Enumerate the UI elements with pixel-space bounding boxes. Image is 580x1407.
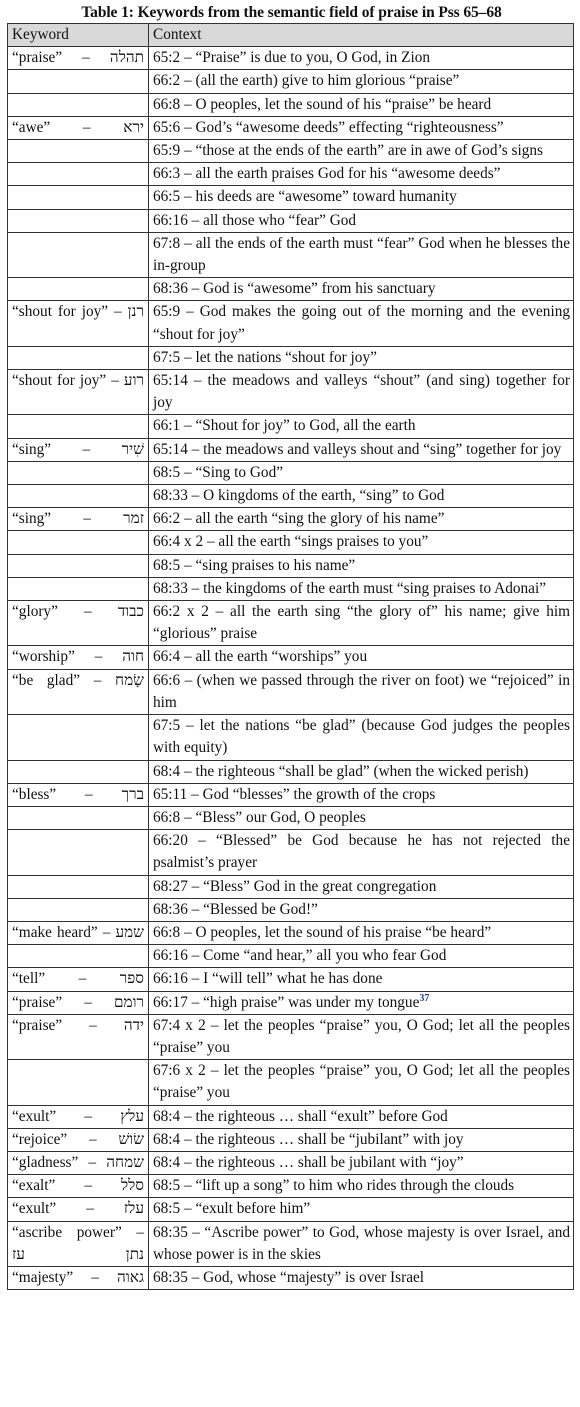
context-cell bbox=[149, 438, 574, 461]
context-cell bbox=[149, 1175, 574, 1198]
keyword-cell: “ascribe power” – נתן עז bbox=[8, 1221, 149, 1266]
table-row bbox=[8, 1198, 574, 1221]
context-text: 66:8 – O peoples, let the sound of his praise “be heard” bbox=[153, 923, 492, 941]
keyword-cell: “shout for joy” – רוע bbox=[8, 370, 149, 415]
context-cell bbox=[149, 186, 574, 209]
context-text: 66:2 – all the earth “sing the glory of his name” bbox=[153, 510, 445, 528]
keyword-cell bbox=[8, 531, 149, 554]
context-text: 66:16 – all those who “fear” God bbox=[153, 211, 357, 229]
context-cell bbox=[149, 968, 574, 991]
context-text: 68:35 – “Ascribe power” to God, whose majesty is over Israel, and whose power is in the skies bbox=[153, 1223, 570, 1263]
keyword-cell bbox=[8, 898, 149, 921]
context-cell bbox=[149, 1221, 574, 1266]
table-row bbox=[8, 301, 574, 346]
context-cell bbox=[149, 140, 574, 163]
column-header-context: Context bbox=[149, 24, 574, 47]
table-row bbox=[8, 508, 574, 531]
context-text: 67:6 x 2 – let the peoples “praise” you, O God; let all the peoples “praise” you bbox=[153, 1062, 570, 1102]
context-cell bbox=[149, 346, 574, 369]
keyword-cell bbox=[8, 232, 149, 277]
keyword-cell: “exult” – עלז bbox=[8, 1198, 149, 1221]
keyword-cell bbox=[8, 485, 149, 508]
table-row bbox=[8, 577, 574, 600]
keyword-cell bbox=[8, 186, 149, 209]
keyword-cell: “praise” – רומם bbox=[8, 991, 149, 1014]
context-cell bbox=[149, 760, 574, 783]
table-row bbox=[8, 370, 574, 415]
table-row bbox=[8, 830, 574, 875]
table-row bbox=[8, 1105, 574, 1128]
context-cell bbox=[149, 806, 574, 829]
table-row bbox=[8, 806, 574, 829]
table-row bbox=[8, 875, 574, 898]
context-cell bbox=[149, 93, 574, 116]
keyword-cell bbox=[8, 163, 149, 186]
context-cell bbox=[149, 508, 574, 531]
context-cell bbox=[149, 715, 574, 760]
footnote-marker[interactable]: 37 bbox=[419, 992, 430, 1004]
context-cell bbox=[149, 898, 574, 921]
context-cell bbox=[149, 554, 574, 577]
context-cell bbox=[149, 945, 574, 968]
context-cell bbox=[149, 1266, 574, 1289]
keyword-cell: “gladness” – שמחה bbox=[8, 1151, 149, 1174]
context-text: 67:4 x 2 – let the peoples “praise” you, O God; let all the peoples “praise” you bbox=[153, 1016, 570, 1056]
table-row bbox=[8, 485, 574, 508]
keyword-cell bbox=[8, 278, 149, 301]
context-text: 65:9 – God makes the going out of the morning and the evening “shout for joy” bbox=[153, 303, 570, 343]
context-text: 67:8 – all the ends of the earth must “fear” God when he blesses the in-group bbox=[153, 234, 570, 275]
keyword-cell: “sing” – שִׁיר bbox=[8, 438, 149, 461]
table-row bbox=[8, 461, 574, 484]
keyword-cell bbox=[8, 760, 149, 783]
keyword-cell: “make heard” – שמע bbox=[8, 921, 149, 944]
context-cell bbox=[149, 485, 574, 508]
context-text: 66:3 – all the earth praises God for his “awesome deeds” bbox=[153, 165, 501, 183]
context-text: 68:5 – “lift up a song” to him who rides through the clouds bbox=[153, 1177, 515, 1195]
context-text: 65:11 – God “blesses” the growth of the crops bbox=[153, 785, 436, 803]
keyword-cell: “be glad” – שָׂמח bbox=[8, 669, 149, 714]
context-text: 68:5 – “sing praises to his name” bbox=[153, 556, 356, 574]
table-row bbox=[8, 991, 574, 1014]
keyword-cell: “praise” – ידה bbox=[8, 1014, 149, 1059]
context-text: 65:2 – “Praise” is due to you, O God, in Zion bbox=[153, 49, 431, 67]
context-text: 66:8 – O peoples, let the sound of his “praise” be heard bbox=[153, 95, 492, 113]
table-row bbox=[8, 554, 574, 577]
context-text: 66:6 – (when we passed through the river on foot) we “rejoiced” in him bbox=[153, 671, 570, 711]
table-row bbox=[8, 278, 574, 301]
context-cell bbox=[149, 301, 574, 346]
table-row bbox=[8, 93, 574, 116]
context-cell bbox=[149, 921, 574, 944]
context-cell bbox=[149, 1060, 574, 1105]
context-text: 65:14 – the meadows and valleys “shout” (and sing) together for joy bbox=[153, 372, 570, 412]
keyword-cell: “bless” – ברך bbox=[8, 783, 149, 806]
table-row bbox=[8, 186, 574, 209]
keyword-cell: “exalt” – סלל bbox=[8, 1175, 149, 1198]
table-row bbox=[8, 783, 574, 806]
keyword-cell: “worship” – חוה bbox=[8, 646, 149, 669]
context-text: 67:5 – let the nations “shout for joy” bbox=[153, 348, 377, 366]
context-cell bbox=[149, 601, 574, 646]
context-text: 66:2 – (all the earth) give to him glorious “praise” bbox=[153, 72, 460, 90]
context-cell bbox=[149, 783, 574, 806]
table-row bbox=[8, 438, 574, 461]
keyword-cell: “praise” – תהלה bbox=[8, 47, 149, 70]
keyword-cell: “exult” – עלץ bbox=[8, 1105, 149, 1128]
keyword-cell: “awe” – ירא bbox=[8, 116, 149, 139]
keyword-cell bbox=[8, 554, 149, 577]
context-cell bbox=[149, 669, 574, 714]
context-text: 68:4 – the righteous “shall be glad” (when the wicked perish) bbox=[153, 762, 529, 780]
context-text: 66:16 – I “will tell” what he has done bbox=[153, 970, 383, 988]
context-text: 68:33 – O kingdoms of the earth, “sing” to God bbox=[153, 487, 445, 505]
context-text: 68:4 – the righteous … shall be “jubilant” with joy bbox=[153, 1130, 464, 1148]
keyword-cell bbox=[8, 830, 149, 875]
keyword-cell: “tell” – ספר bbox=[8, 968, 149, 991]
context-cell bbox=[149, 830, 574, 875]
context-cell bbox=[149, 531, 574, 554]
context-cell bbox=[149, 232, 574, 277]
context-text: 68:36 – “Blessed be God!” bbox=[153, 900, 318, 918]
table-row bbox=[8, 945, 574, 968]
context-text: 65:14 – the meadows and valleys shout and “sing” together for joy bbox=[153, 440, 562, 458]
table-row bbox=[8, 1266, 574, 1289]
table-row bbox=[8, 1014, 574, 1059]
context-cell bbox=[149, 1014, 574, 1059]
context-text: 66:20 – “Blessed” be God because he has not rejected the psalmist’s prayer bbox=[153, 832, 570, 872]
column-header-keyword: Keyword bbox=[8, 24, 149, 47]
keyword-cell: “sing” – זמר bbox=[8, 508, 149, 531]
keyword-cell bbox=[8, 875, 149, 898]
table-row bbox=[8, 646, 574, 669]
table-row bbox=[8, 1060, 574, 1105]
table-row bbox=[8, 209, 574, 232]
table-row bbox=[8, 232, 574, 277]
table-body bbox=[8, 47, 574, 1290]
context-text: 68:4 – the righteous … shall “exult” before God bbox=[153, 1107, 448, 1125]
context-cell bbox=[149, 991, 574, 1014]
context-cell bbox=[149, 646, 574, 669]
context-cell bbox=[149, 415, 574, 438]
table-row bbox=[8, 346, 574, 369]
keyword-cell: “shout for joy” – רנן bbox=[8, 301, 149, 346]
table-row bbox=[8, 1128, 574, 1151]
keyword-cell bbox=[8, 70, 149, 93]
context-cell bbox=[149, 47, 574, 70]
context-text: 66:8 – “Bless” our God, O peoples bbox=[153, 808, 366, 826]
keyword-cell bbox=[8, 415, 149, 438]
context-text: 65:9 – “those at the ends of the earth” are in awe of God’s signs bbox=[153, 142, 543, 160]
table-row bbox=[8, 760, 574, 783]
table-row bbox=[8, 601, 574, 646]
table-row bbox=[8, 47, 574, 70]
context-cell bbox=[149, 1198, 574, 1221]
keyword-cell bbox=[8, 346, 149, 369]
table-row bbox=[8, 415, 574, 438]
context-text: 66:5 – his deeds are “awesome” toward humanity bbox=[153, 188, 457, 206]
keyword-cell: “majesty” – גאוה bbox=[8, 1266, 149, 1289]
context-text: 66:17 – “high praise” was under my tongue bbox=[153, 993, 420, 1011]
context-text: 68:35 – God, whose “majesty” is over Israel bbox=[153, 1268, 425, 1286]
context-cell bbox=[149, 461, 574, 484]
table-header-row bbox=[8, 24, 574, 47]
keyword-cell bbox=[8, 209, 149, 232]
context-cell bbox=[149, 278, 574, 301]
table-row bbox=[8, 1175, 574, 1198]
context-text: 68:27 – “Bless” God in the great congregation bbox=[153, 877, 437, 895]
context-text: 66:1 – “Shout for joy” to God, all the earth bbox=[153, 417, 416, 435]
context-text: 67:5 – let the nations “be glad” (because God judges the peoples with equity) bbox=[153, 717, 570, 757]
table-row bbox=[8, 921, 574, 944]
keywords-table bbox=[7, 23, 574, 1290]
context-text: 68:5 – “exult before him” bbox=[153, 1200, 311, 1218]
context-text: 68:33 – the kingdoms of the earth must “sing praises to Adonai” bbox=[153, 579, 546, 597]
context-text: 66:4 x 2 – all the earth “sings praises to you” bbox=[153, 533, 429, 551]
context-text: 68:5 – “Sing to God” bbox=[153, 463, 284, 481]
table-row bbox=[8, 116, 574, 139]
table-row bbox=[8, 669, 574, 714]
context-cell bbox=[149, 370, 574, 415]
context-text: 65:6 – God’s “awesome deeds” effecting “righteousness” bbox=[153, 118, 504, 136]
context-cell bbox=[149, 1105, 574, 1128]
context-cell bbox=[149, 116, 574, 139]
keyword-cell: “glory” – כבוד bbox=[8, 601, 149, 646]
keyword-cell: “rejoice” – שׂושׁ bbox=[8, 1128, 149, 1151]
context-cell bbox=[149, 163, 574, 186]
context-cell bbox=[149, 209, 574, 232]
table-row bbox=[8, 1151, 574, 1174]
table-row bbox=[8, 968, 574, 991]
table-row bbox=[8, 715, 574, 760]
context-cell bbox=[149, 875, 574, 898]
context-cell bbox=[149, 1128, 574, 1151]
keyword-cell bbox=[8, 461, 149, 484]
table-row bbox=[8, 163, 574, 186]
table-row bbox=[8, 70, 574, 93]
table-caption: Table 1: Keywords from the semantic field of praise in Pss 65–68 bbox=[81, 4, 502, 21]
context-cell bbox=[149, 70, 574, 93]
keyword-cell bbox=[8, 1060, 149, 1105]
keyword-cell bbox=[8, 93, 149, 116]
context-text: 66:2 x 2 – all the earth sing “the glory of” his name; give him “glorious” praise bbox=[153, 603, 570, 643]
keyword-cell bbox=[8, 140, 149, 163]
keyword-cell bbox=[8, 715, 149, 760]
table-row bbox=[8, 898, 574, 921]
table-row bbox=[8, 531, 574, 554]
table-row bbox=[8, 140, 574, 163]
keyword-cell bbox=[8, 945, 149, 968]
table-row bbox=[8, 1221, 574, 1266]
keyword-cell bbox=[8, 577, 149, 600]
context-text: 66:16 – Come “and hear,” all you who fear God bbox=[153, 947, 447, 965]
context-text: 68:4 – the righteous … shall be jubilant with “joy” bbox=[153, 1153, 464, 1171]
keyword-cell bbox=[8, 806, 149, 829]
context-cell bbox=[149, 577, 574, 600]
context-cell bbox=[149, 1151, 574, 1174]
context-text: 66:4 – all the earth “worships” you bbox=[153, 648, 368, 666]
context-text: 68:36 – God is “awesome” from his sanctuary bbox=[153, 280, 436, 298]
